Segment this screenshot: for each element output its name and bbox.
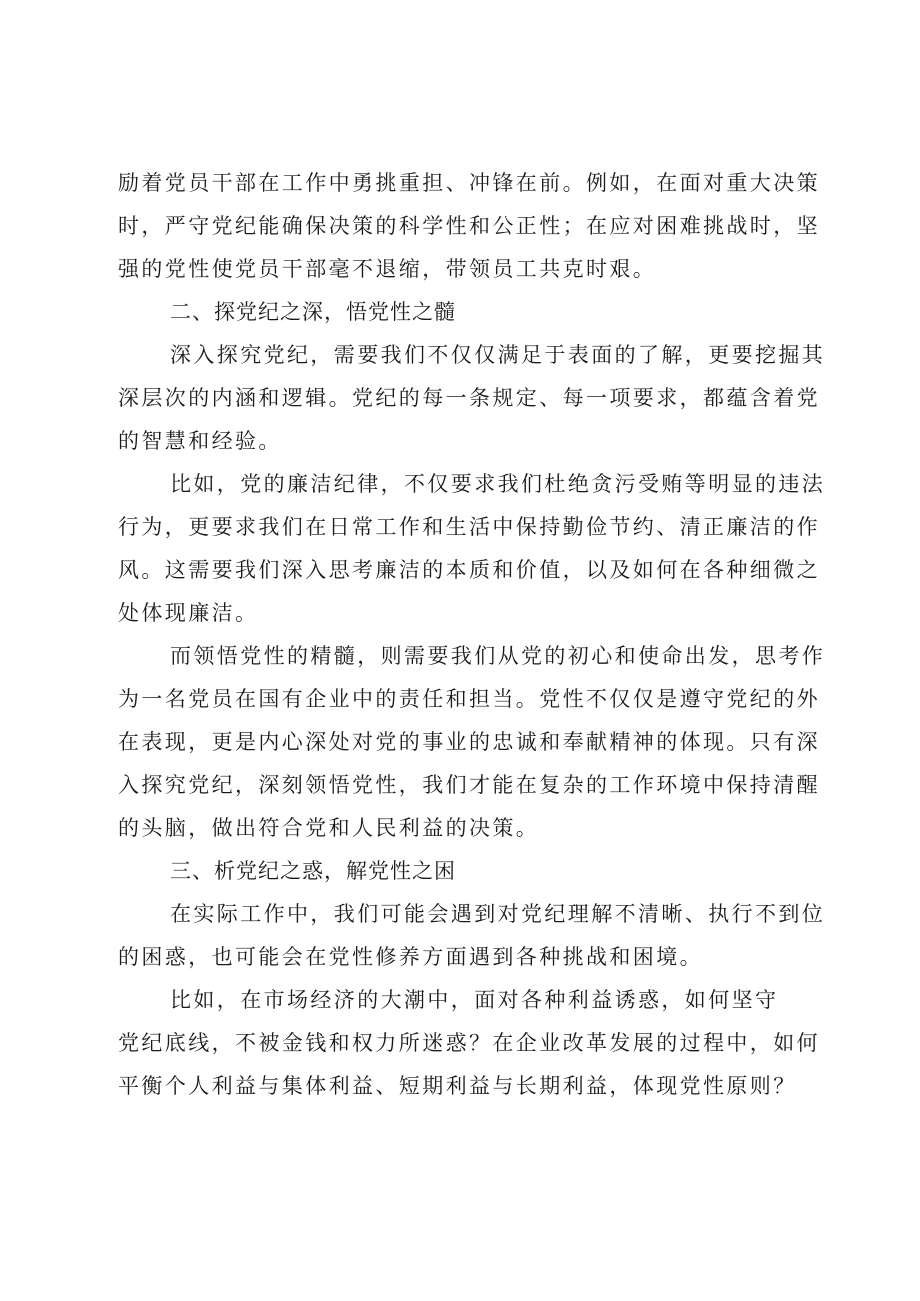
- text-line: 平衡个人利益与集体利益、短期利益与长期利益，体现党性原则？: [118, 1074, 797, 1098]
- text-line: 的困惑，也可能会在党性修养方面遇到各种挑战和困境。: [118, 945, 703, 969]
- text-line: 风。这需要我们深入思考廉洁的本质和价值，以及如何在各种细微之: [118, 558, 820, 582]
- paragraph-2: [118, 334, 826, 463]
- paragraph-1: [118, 162, 820, 291]
- section-heading-2: 二、探党纪之深，悟党性之髓: [170, 300, 456, 324]
- text-line: 在实际工作中，我们可能会遇到对党纪理解不清晰、执行不到位: [170, 902, 826, 926]
- text-line: 的智慧和经验。: [118, 429, 282, 453]
- section-heading-3: 三、析党纪之惑，解党性之困: [170, 859, 456, 883]
- paragraph-5: [118, 893, 826, 979]
- text-line: 励着党员干部在工作中勇挑重担、冲锋在前。例如，在面对重大决策: [118, 171, 820, 195]
- text-line: 时，严守党纪能确保决策的科学性和公正性；在应对困难挑战时，坚: [118, 214, 820, 238]
- text-line: 处体现廉洁。: [118, 601, 259, 625]
- text-line: 强的党性使党员干部毫不退缩，带领员工共克时艰。: [118, 257, 657, 281]
- paragraph-3: [118, 463, 826, 635]
- text-line: 的头脑，做出符合党和人民利益的决策。: [118, 816, 540, 840]
- text-line: 在表现，更是内心深处对党的事业的忠诚和奉献精神的体现。只有深: [118, 730, 820, 754]
- document-body: [118, 162, 826, 1108]
- paragraph-6: [118, 979, 820, 1108]
- text-line: 入探究党纪，深刻领悟党性，我们才能在复杂的工作环境中保持清醒: [118, 773, 820, 797]
- text-line: 深层次的内涵和逻辑。党纪的每一条规定、每一项要求，都蕴含着党: [118, 386, 820, 410]
- text-line: 深入探究党纪，需要我们不仅仅满足于表面的了解，更要挖掘其: [170, 343, 826, 367]
- text-line: 比如，在市场经济的大潮中，面对各种利益诱惑，如何坚守: [170, 988, 779, 1012]
- paragraph-4: [118, 635, 826, 850]
- text-line: 行为，更要求我们在日常工作和生活中保持勤俭节约、清正廉洁的作: [118, 515, 820, 539]
- text-line: 比如，党的廉洁纪律，不仅要求我们杜绝贪污受贿等明显的违法: [170, 472, 826, 496]
- text-line: 为一名党员在国有企业中的责任和担当。党性不仅仅是遵守党纪的外: [118, 687, 820, 711]
- text-line: 党纪底线，不被金钱和权力所迷惑？在企业改革发展的过程中，如何: [118, 1031, 820, 1055]
- text-line: 而领悟党性的精髓，则需要我们从党的初心和使命出发，思考作: [170, 644, 826, 668]
